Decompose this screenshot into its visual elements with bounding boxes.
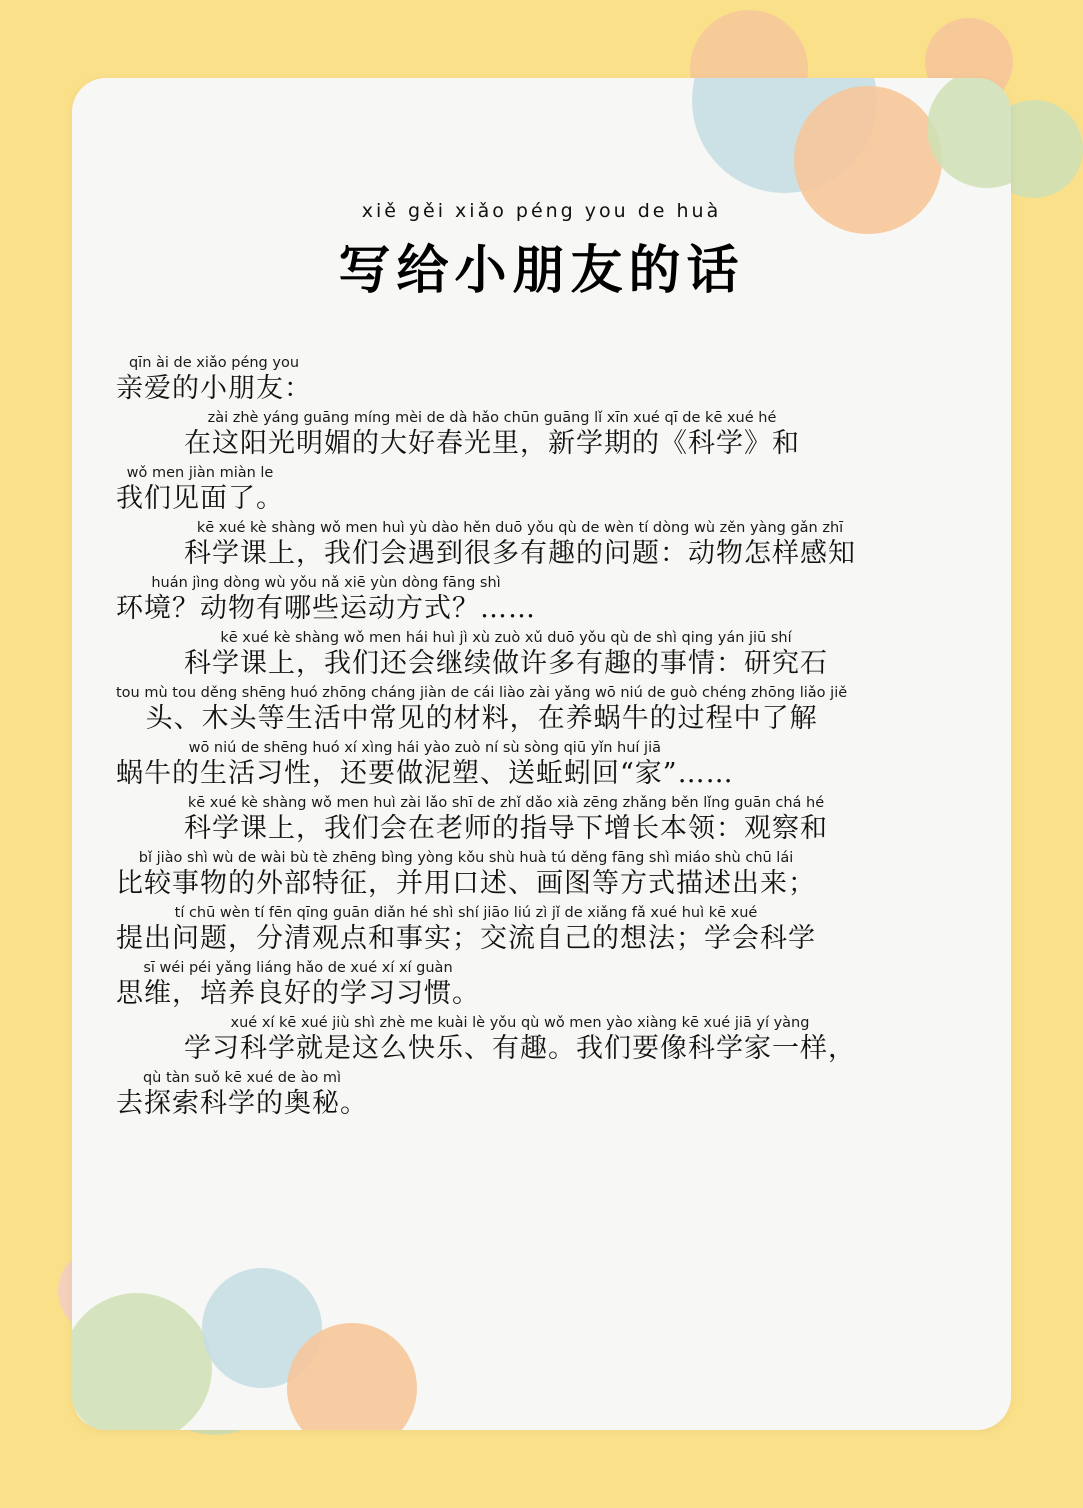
page-card	[72, 78, 1011, 1430]
line-hanzi: 我们见面了。	[116, 483, 284, 514]
text-line	[116, 905, 967, 956]
text-line	[116, 520, 967, 571]
text-line	[116, 1015, 967, 1066]
text-line	[116, 740, 967, 791]
text-line	[116, 465, 967, 516]
line-hanzi: 科学课上，我们会在老师的指导下增长本领：观察和	[184, 813, 828, 844]
line-pinyin: tou mù tou děng shēng huó zhōng cháng jiàn de cái liào zài yǎng wō niú de guò chéng zhōng liǎo jiě	[116, 685, 848, 701]
text-line	[116, 960, 967, 1011]
letter-body	[110, 355, 973, 1121]
title-pinyin: xiě gěi xiǎo péng you de huà	[361, 200, 722, 222]
line-pinyin: bǐ jiào shì wù de wài bù tè zhēng bìng yòng kǒu shù huà tú děng fāng shì miáo shù chū lái	[138, 850, 794, 866]
line-hanzi: 在这阳光明媚的大好春光里，新学期的《科学》和	[184, 428, 800, 459]
text-line	[116, 795, 967, 846]
page-title	[72, 78, 1011, 303]
line-hanzi: 蜗牛的生活习性，还要做泥塑、送蚯蚓回“家”……	[116, 758, 734, 789]
text-line	[116, 850, 967, 901]
title-hanzi: 写给小朋友的话	[338, 241, 745, 301]
text-line	[116, 1070, 967, 1121]
line-hanzi: 学习科学就是这么快乐、有趣。我们要像科学家一样，	[184, 1033, 856, 1064]
line-pinyin: sī wéi péi yǎng liáng hǎo de xué xí xí guàn	[143, 960, 453, 976]
line-pinyin: huán jìng dòng wù yǒu nǎ xiē yùn dòng fāng shì	[151, 575, 501, 591]
line-pinyin: tí chū wèn tí fēn qīng guān diǎn hé shì shí jiāo liú zì jǐ de xiǎng fǎ xué huì kē xué	[174, 905, 758, 921]
line-pinyin: kē xué kè shàng wǒ men huì yù dào hěn duō yǒu qù de wèn tí dòng wù zěn yàng gǎn zhī	[196, 520, 844, 536]
line-pinyin: wǒ men jiàn miàn le	[126, 465, 274, 481]
line-hanzi: 科学课上，我们还会继续做许多有趣的事情：研究石	[184, 648, 828, 679]
text-line	[116, 575, 967, 626]
text-line	[116, 630, 967, 681]
line-hanzi: 去探索科学的奥秘。	[116, 1088, 368, 1119]
line-pinyin: kē xué kè shàng wǒ men huì zài lǎo shī de zhǐ dǎo xià zēng zhǎng běn lǐng guān chá hé	[187, 795, 825, 811]
line-pinyin: qù tàn suǒ kē xué de ào mì	[142, 1070, 342, 1086]
line-hanzi: 科学课上，我们会遇到很多有趣的问题：动物怎样感知	[184, 538, 856, 569]
line-hanzi: 环境？动物有哪些运动方式？……	[116, 593, 536, 624]
line-hanzi: 提出问题，分清观点和事实；交流自己的想法；学会科学	[116, 923, 816, 954]
line-pinyin: xué xí kē xué jiù shì zhè me kuài lè yǒu qù wǒ men yào xiàng kē xué jiā yí yàng	[230, 1015, 810, 1031]
line-pinyin: qīn ài de xiǎo péng you	[128, 355, 300, 371]
text-line	[116, 410, 967, 461]
line-hanzi: 比较事物的外部特征，并用口述、画图等方式描述出来；	[116, 868, 816, 899]
line-hanzi: 头、木头等生活中常见的材料，在养蜗牛的过程中了解	[145, 703, 818, 734]
line-pinyin: kē xué kè shàng wǒ men hái huì jì xù zuò xǔ duō yǒu qù de shì qing yán jiū shí	[220, 630, 792, 646]
line-hanzi: 亲爱的小朋友：	[116, 373, 312, 404]
text-line	[116, 355, 967, 406]
text-line	[116, 685, 967, 736]
line-pinyin: zài zhè yáng guāng míng mèi de dà hǎo chūn guāng lǐ xīn xué qī de kē xué hé	[207, 410, 777, 426]
line-pinyin: wō niú de shēng huó xí xìng hái yào zuò ní sù sòng qiū yǐn huí jiā	[188, 740, 661, 756]
line-hanzi: 思维，培养良好的学习习惯。	[116, 978, 480, 1009]
